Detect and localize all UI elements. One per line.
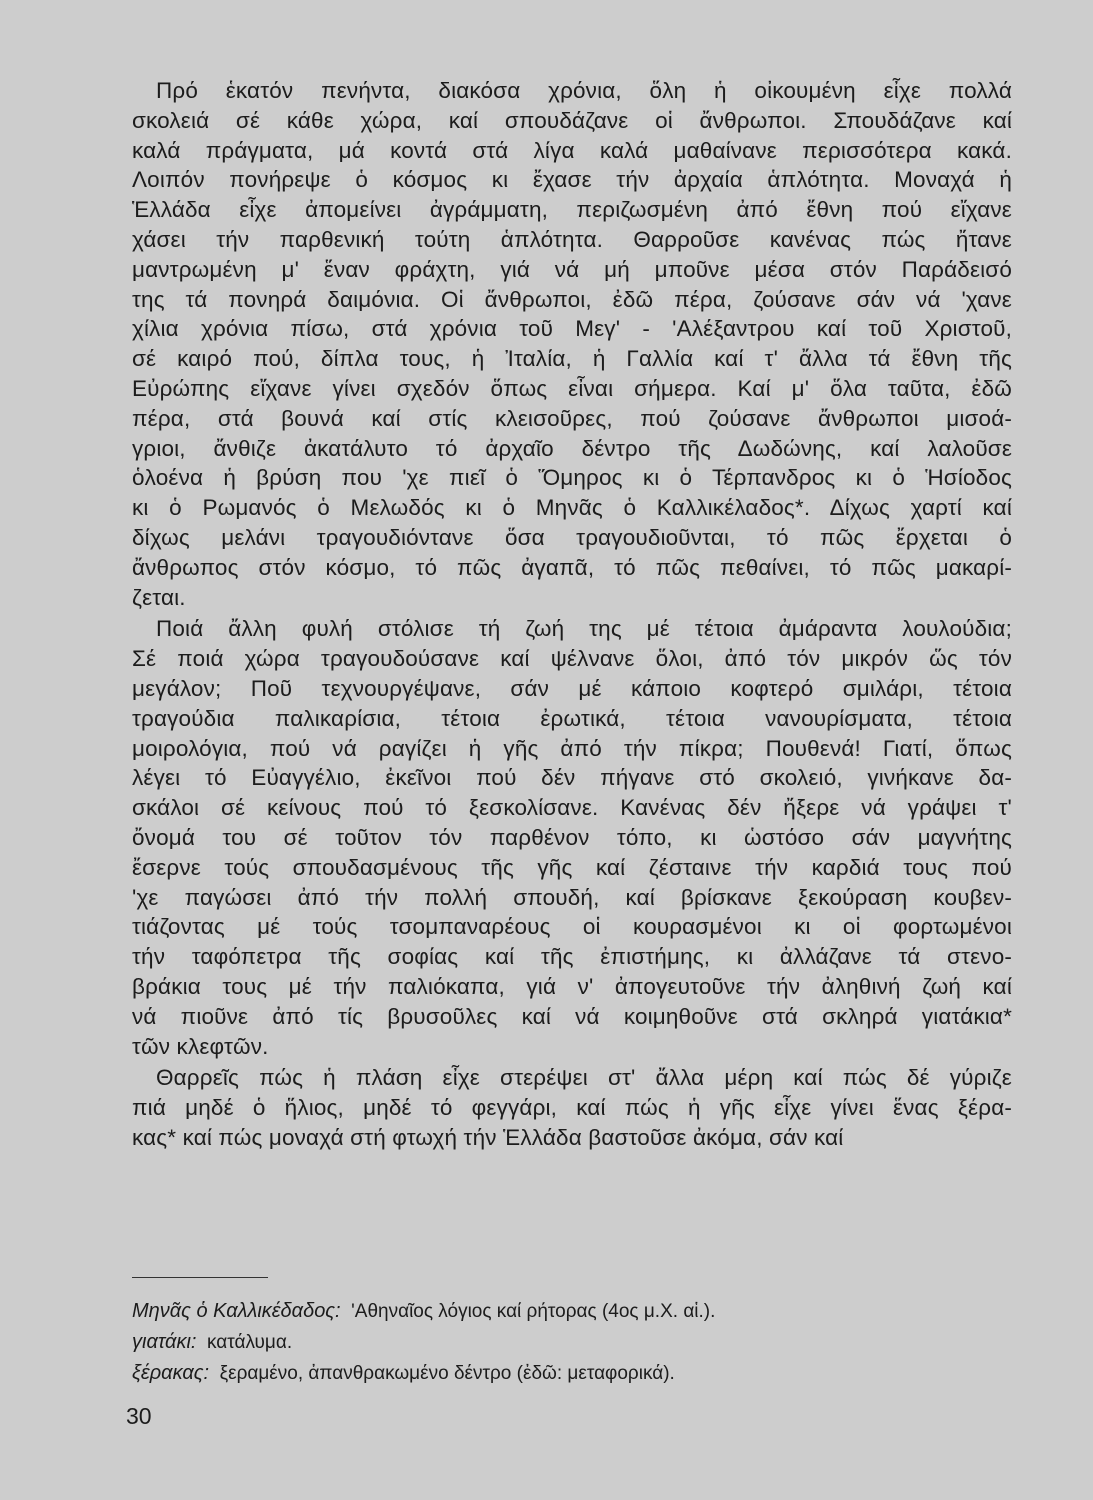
text-line: λέγει τό Εὐαγγέλιο, ἐκεῖνοι πού δέν πήγανε στό σκολειό, γινήκανε δα- bbox=[132, 765, 1012, 791]
text-line: γριοι, ἄνθιζε ἀκατάλυτο τό ἀρχαῖο δέντρο τῆς Δωδώνης, καί λαλοῦσε bbox=[132, 435, 1012, 461]
body-text bbox=[132, 76, 1012, 1155]
text-line: 'χε παγώσει ἀπό τήν πολλή σπουδή, καί βρίσκανε ξεκούραση κουβεν- bbox=[132, 884, 1012, 910]
text-line: Λοιπόν πονήρεψε ὁ κόσμος κι ἔχασε τήν ἀρχαία ἁπλότητα. Μοναχά ἡ bbox=[132, 167, 1012, 193]
text-line: Θαρρεῖς πώς ἡ πλάση εἶχε στερέψει στ' ἄλλα μέρη καί πώς δέ γύριζε bbox=[156, 1065, 1012, 1091]
text-line: της τά πονηρά δαιμόνια. Οἱ ἄνθρωποι, ἐδῶ πέρα, ζούσανε σάν νά 'χανε bbox=[132, 286, 1012, 312]
text-line: χίλια χρόνια πίσω, στά χρόνια τοῦ Μεγ' - 'Αλέξαντρου καί τοῦ Χριστοῦ, bbox=[132, 316, 1012, 342]
text-line: ἔσερνε τούς σπουδασμένους τῆς γῆς καί ζέσταινε τήν καρδιά τους πού bbox=[132, 854, 1012, 880]
text-line: νά πιοῦνε ἀπό τίς βρυσοῦλες καί νά κοιμηθοῦνε στά σκληρά γιατάκια* bbox=[132, 1003, 1012, 1029]
footnote-definition: κατάλυμα. bbox=[207, 1332, 293, 1353]
text-line: σέ καιρό πού, δίπλα τους, ἡ Ἰταλία, ἡ Γαλλία καί τ' ἄλλα τά ἔθνη τῆς bbox=[132, 346, 1012, 372]
text-line: βράκια τους μέ τήν παλιόκαπα, γιά ν' ἀπογευτοῦνε τήν ἀληθινή ζωή καί bbox=[132, 973, 1012, 999]
footnote-definition: 'Αθηναῖος λόγιος καί ρήτορας (4ος μ.Χ. αἱ.). bbox=[351, 1301, 716, 1322]
footnote bbox=[132, 1358, 892, 1389]
footnote-term: γιατάκι: bbox=[132, 1331, 197, 1353]
text-line: πιά μηδέ ὁ ἥλιος, μηδέ τό φεγγάρι, καί πώς ἡ γῆς εἶχε γίνει ἕνας ξέρα- bbox=[132, 1095, 1012, 1121]
text-line: μεγάλον; Ποῦ τεχνουργέψανε, σάν μέ κάποιο κοφτερό σμιλάρι, τέτοια bbox=[132, 675, 1012, 701]
text-line: σκάλοι σέ κείνους πού τό ξεσκολίσανε. Κανένας δέν ἤξερε νά γράψει τ' bbox=[132, 795, 1012, 821]
text-line: καλά πράγματα, μά κοντά στά λίγα καλά μαθαίνανε περισσότερα κακά. bbox=[132, 137, 1012, 163]
text-line: τῶν κλεφτῶν. bbox=[132, 1033, 269, 1059]
footnote bbox=[132, 1296, 892, 1327]
paragraph bbox=[132, 614, 1012, 1061]
footnote-term: ξέρακας: bbox=[132, 1362, 210, 1384]
text-line: ὁλοένα ἡ βρύση που 'χε πιεῖ ὁ Ὅμηρος κι ὁ Τέρπανδρος κι ὁ Ἡσίοδος bbox=[132, 465, 1012, 491]
text-line: κι ὁ Ρωμανός ὁ Μελωδός κι ὁ Μηνᾶς ὁ Καλλικέλαδος*. Δίχως χαρτί καί bbox=[132, 495, 1012, 521]
text-line: ὄνομά του σέ τοῦτον τόν παρθένον τόπο, κι ὡστόσο σάν μαγνήτης bbox=[132, 824, 1012, 850]
text-line: Πρό ἑκατόν πενήντα, διακόσα χρόνια, ὅλη ἡ οἰκουμένη εἶχε πολλά bbox=[156, 78, 1012, 103]
text-line: κας* καί πώς μοναχά στή φτωχή τήν Ἑλλάδα βαστοῦσε ἀκόμα, σάν καί bbox=[132, 1124, 844, 1150]
text-line: Ἑλλάδα εἶχε ἀπομείνει ἀγράμματη, περιζωσμένη ἀπό ἔθνη πού εἴχανε bbox=[132, 197, 1012, 223]
text-line: ζεται. bbox=[132, 584, 186, 610]
text-line: πέρα, στά βουνά καί στίς κλεισοῦρες, πού ζούσανε ἄνθρωποι μισοά- bbox=[132, 405, 1012, 431]
footnotes bbox=[132, 1296, 892, 1389]
text-line: Εὐρώπης εἴχανε γίνει σχεδόν ὅπως εἶναι σήμερα. Καί μ' ὅλα ταῦτα, ἐδῶ bbox=[132, 375, 1012, 401]
text-line: μοιρολόγια, πού νά ραγίζει ἡ γῆς ἀπό τήν πίκρα; Πουθενά! Γιατί, ὅπως bbox=[132, 735, 1012, 761]
text-line: χάσει τήν παρθενική τούτη ἁπλότητα. Θαρροῦσε κανένας πώς ἤτανε bbox=[132, 226, 1012, 252]
text-line: σκολειά σέ κάθε χώρα, καί σπουδάζανε οἱ ἄνθρωποι. Σπουδάζανε καί bbox=[132, 107, 1012, 133]
footnote-separator bbox=[132, 1277, 268, 1278]
page-number: 30 bbox=[126, 1403, 152, 1429]
text-line: ἄνθρωπος στόν κόσμο, τό πῶς ἀγαπᾶ, τό πῶς πεθαίνει, τό πῶς μακαρί- bbox=[132, 554, 1012, 580]
text-line: τραγούδια παλικαρίσια, τέτοια ἐρωτικά, τέτοια νανουρίσματα, τέτοια bbox=[132, 705, 1012, 731]
text-line: τιάζοντας μέ τούς τσομπαναρέους οἱ κουρασμένοι κι οἱ φορτωμένοι bbox=[132, 914, 1012, 940]
text-line: Ποιά ἄλλη φυλή στόλισε τή ζωή της μέ τέτοια ἀμάραντα λουλούδια; bbox=[156, 616, 1012, 642]
footnote bbox=[132, 1327, 892, 1358]
footnote-term: Μηνᾶς ὁ Καλλικέδαδος: bbox=[132, 1300, 341, 1322]
text-line: μαντρωμένη μ' ἕναν φράχτη, γιά νά μή μποῦνε μέσα στόν Παράδεισό bbox=[132, 256, 1012, 282]
footnote-definition: ξεραμένο, ἀπανθρακωμένο δέντρο (ἐδῶ: μεταφορικά). bbox=[219, 1363, 675, 1384]
text-line: δίχως μελάνι τραγουδιόντανε ὅσα τραγουδιοῦνται, τό πῶς ἔρχεται ὁ bbox=[132, 524, 1012, 550]
text-line: Σέ ποιά χώρα τραγουδούσανε καί ψέλνανε ὅλοι, ἀπό τόν μικρόν ὥς τόν bbox=[132, 646, 1012, 672]
paragraph bbox=[132, 1063, 1012, 1152]
text-line: τήν ταφόπετρα τῆς σοφίας καί τῆς ἐπιστήμης, κι ἀλλάζανε τά στενο- bbox=[132, 944, 1012, 970]
paragraph bbox=[132, 76, 1012, 612]
